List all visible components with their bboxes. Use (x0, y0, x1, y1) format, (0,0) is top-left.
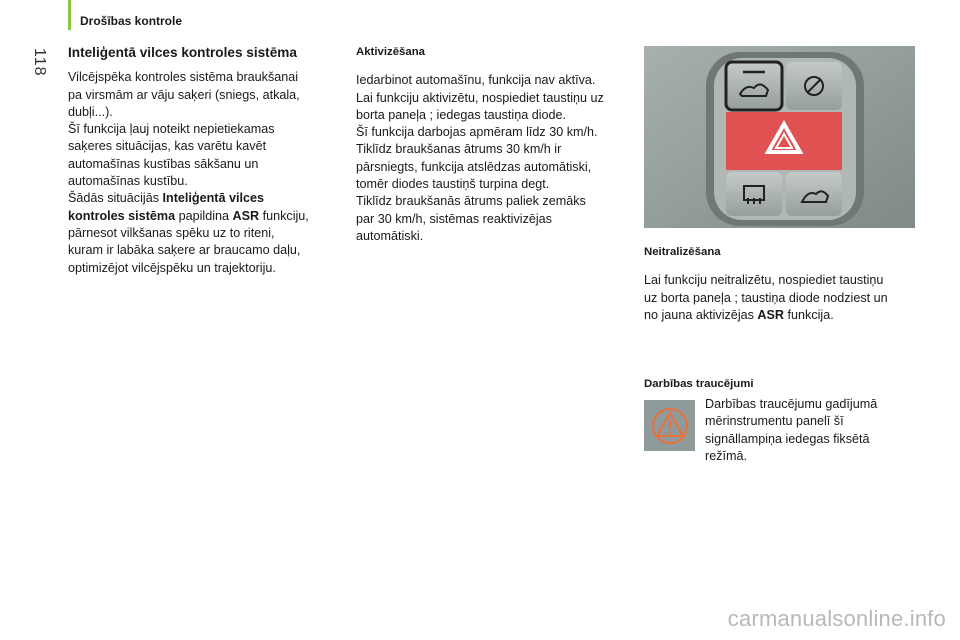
activation-heading: Aktivizēšana (356, 46, 426, 58)
header-accent-bar (68, 0, 71, 30)
activation-line: pārsniegts, funkcija atslēdzas automātiski, (356, 159, 592, 174)
fault-line: režīmā. (705, 448, 747, 463)
outro-line: pārnesot vilkšanas spēku uz to riteni, (68, 225, 275, 240)
fault-line: Darbības traucējumu gadījumā (705, 397, 878, 411)
header-title: Drošības kontrole (80, 14, 183, 28)
activation-line: Iedarbinot automašīnu, funkcija nav aktīva. (356, 73, 596, 88)
intro-line: pa virsmām ar vāju saķeri (sniegs, atkala, (68, 87, 300, 102)
fault-line: mērinstrumentu panelī šī (705, 414, 844, 429)
fault-text (705, 396, 915, 465)
page-number: 118 (31, 48, 48, 77)
neutralisation-heading: Neitralizēšana (644, 246, 721, 258)
dashboard-panel-photo (644, 46, 915, 228)
fault-section (644, 376, 919, 463)
text: papildina (175, 208, 233, 223)
activation-line: borta paneļa ; iedegas taustiņa diode. (356, 107, 567, 122)
activation-line: automātiski. (356, 228, 424, 243)
asr-bold: ASR (757, 307, 785, 322)
neutralisation-line: uz borta paneļa ; taustiņa diode nodziest un (644, 290, 888, 305)
activation-section (356, 44, 631, 245)
intro-line: saķeres situācijas, kas varētu kavēt (68, 139, 267, 154)
neutralisation-line (644, 307, 919, 324)
warning-triangle-icon (644, 400, 695, 451)
outro-line: optimizējot vilcējspēku un trajektoriju. (68, 260, 276, 275)
fault-line: signāllampiņa iedegas fiksētā (705, 431, 870, 446)
bold-text: Inteliģentā vilces (162, 191, 265, 206)
text: Šādās situācijās (68, 191, 163, 206)
intelligent-traction-section (68, 44, 338, 277)
activation-line: Tiklīdz braukšanas ātrums 30 km/h ir (356, 142, 562, 157)
situation-line (68, 190, 338, 207)
bold-text: kontroles sistēma (68, 208, 176, 223)
activation-line: par 30 km/h, sistēmas reaktivizējas (356, 211, 552, 226)
dashboard-panel-illustration (644, 46, 915, 228)
watermark: carmanualsonline.info (727, 606, 946, 631)
situation-line (68, 208, 338, 225)
neutralisation-section (644, 244, 919, 324)
intro-line: automašīnas kustību. (68, 174, 188, 189)
neutralisation-line: Lai funkciju neitralizētu, nospiediet taustiņu (644, 273, 884, 288)
intro-line: dubļi...). (68, 104, 113, 119)
activation-line: Lai funkciju aktivizētu, nospiediet taustiņu uz (356, 90, 604, 105)
asr-bold: ASR (232, 208, 260, 223)
text: no jauna aktivizējas (644, 307, 758, 322)
intro-line: Šī funkcija ļauj noteikt nepietiekamas (68, 122, 275, 137)
activation-line: Tiklīdz braukšanās ātrums paliek zemāks (356, 194, 586, 209)
intro-line: Vilcējspēka kontroles sistēma braukšanai (68, 70, 299, 85)
fault-heading: Darbības traucējumi (644, 378, 754, 390)
activation-line: Šī funkcija darbojas apmēram līdz 30 km/h. (356, 125, 598, 140)
section-title: Inteliģentā vilces kontroles sistēma (68, 45, 297, 60)
activation-line: tomēr diodes taustiņš turpina degt. (356, 177, 550, 192)
text: funkcija. (784, 307, 834, 322)
intro-line: automašīnas kustības sākšanu un (68, 156, 259, 171)
outro-line: kuram ir labāka saķere ar braucamo daļu, (68, 243, 301, 258)
text: funkciju, (259, 208, 309, 223)
